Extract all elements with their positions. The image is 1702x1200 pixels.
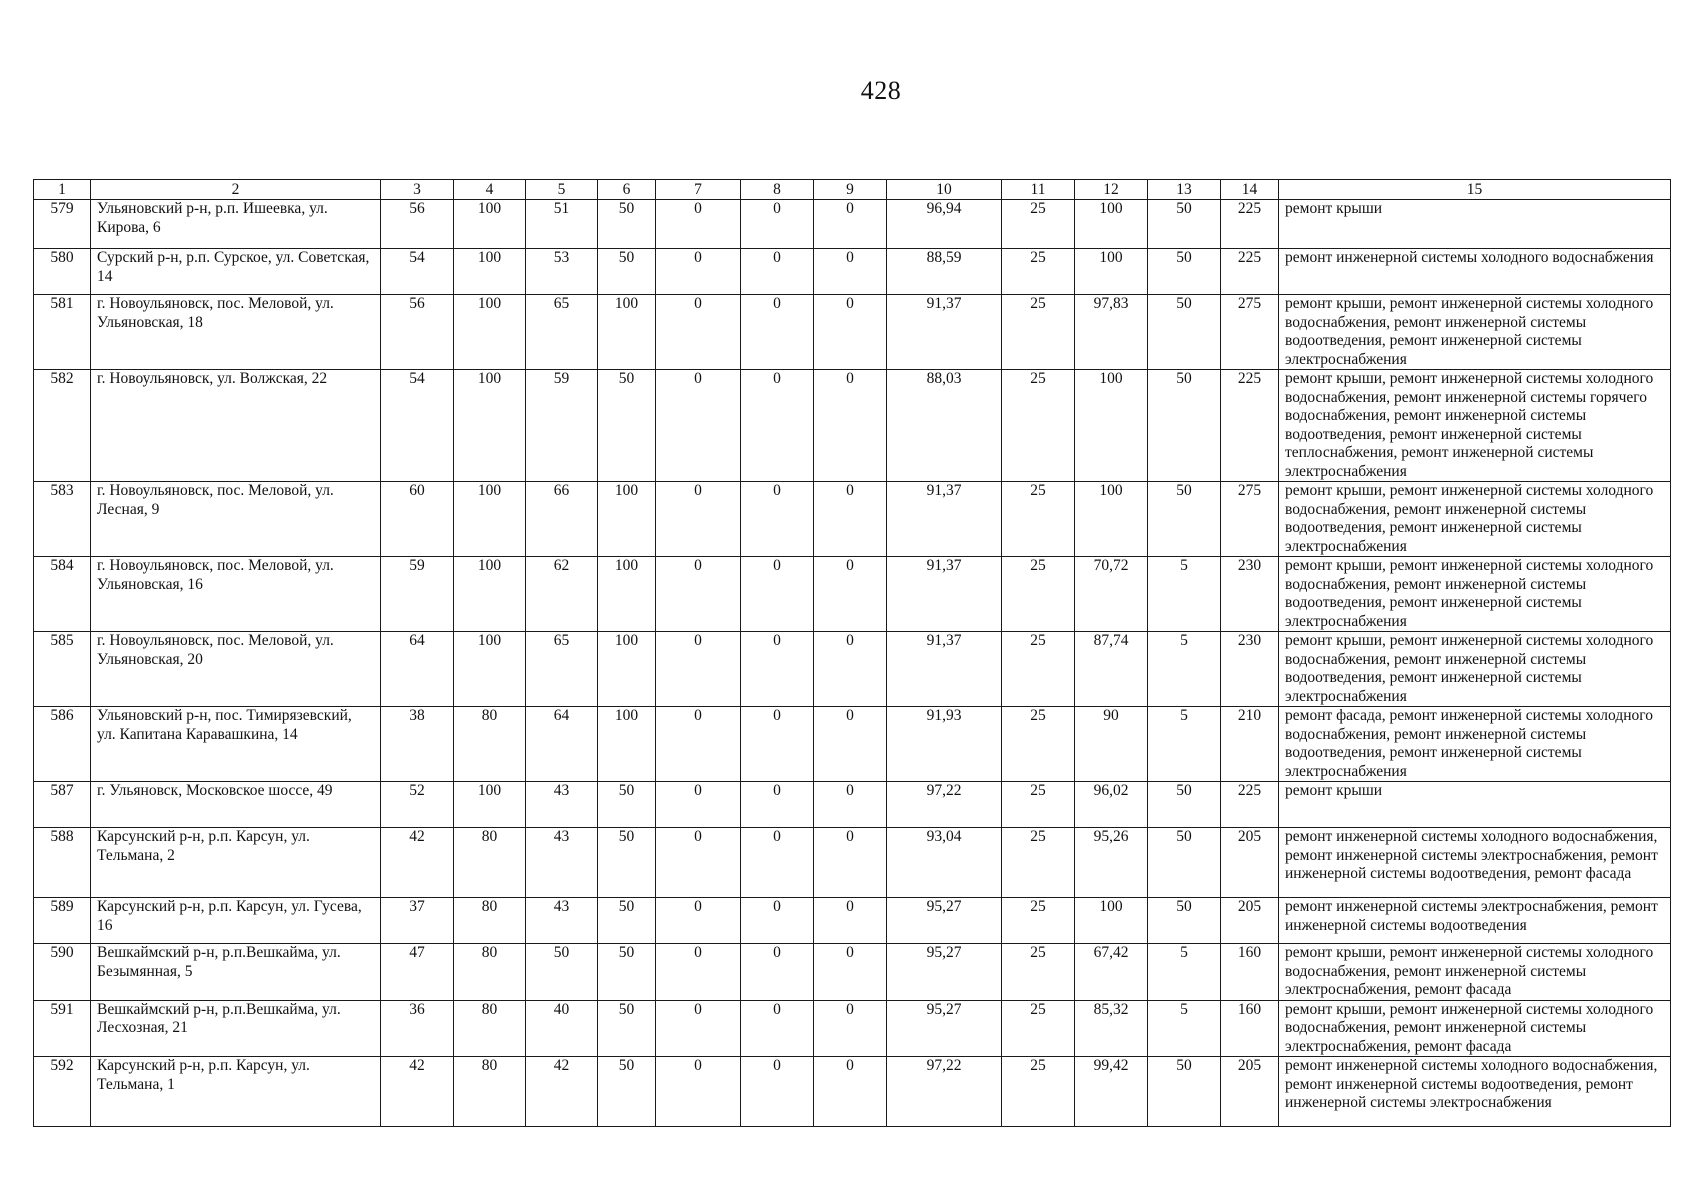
value-cell-col-13: 50: [1148, 482, 1221, 557]
address-cell: г. Новоульяновск, пос. Меловой, ул. Ульяновская, 16: [91, 557, 381, 632]
value-cell-col-9: 0: [814, 898, 887, 944]
value-cell-col-5: 50: [526, 944, 598, 1001]
row-number-cell: 591: [34, 1000, 91, 1057]
value-cell-col-8: 0: [741, 944, 814, 1001]
value-cell-col-9: 0: [814, 200, 887, 249]
value-cell-col-6: 50: [598, 898, 656, 944]
value-cell-col-9: 0: [814, 632, 887, 707]
value-cell-col-4: 80: [454, 1000, 526, 1057]
value-cell-col-14: 230: [1221, 632, 1279, 707]
value-cell-col-13: 5: [1148, 707, 1221, 782]
table-row: [34, 828, 1671, 898]
value-cell-col-4: 100: [454, 200, 526, 249]
value-cell-col-4: 80: [454, 1057, 526, 1127]
value-cell-col-10: 97,22: [887, 782, 1002, 828]
value-cell-col-7: 0: [656, 557, 741, 632]
value-cell-col-5: 40: [526, 1000, 598, 1057]
value-cell-col-7: 0: [656, 295, 741, 370]
address-cell: г. Новоульяновск, пос. Меловой, ул. Ульяновская, 20: [91, 632, 381, 707]
value-cell-col-10: 97,22: [887, 1057, 1002, 1127]
value-cell-col-11: 25: [1002, 295, 1075, 370]
value-cell-col-9: 0: [814, 944, 887, 1001]
value-cell-col-8: 0: [741, 557, 814, 632]
value-cell-col-11: 25: [1002, 828, 1075, 898]
value-cell-col-12: 100: [1075, 200, 1148, 249]
page-number: 428: [860, 76, 902, 105]
row-number-cell: 581: [34, 295, 91, 370]
value-cell-col-8: 0: [741, 370, 814, 482]
value-cell-col-3: 59: [381, 557, 454, 632]
table-row: [34, 782, 1671, 828]
row-number-cell: 589: [34, 898, 91, 944]
value-cell-col-10: 88,59: [887, 249, 1002, 295]
works-cell: ремонт крыши, ремонт инженерной системы холодного водоснабжения, ремонт инженерной системы водоотведения, ремонт инженерной системы электроснабжения: [1279, 557, 1671, 632]
row-number-cell: 583: [34, 482, 91, 557]
value-cell-col-3: 52: [381, 782, 454, 828]
value-cell-col-12: 96,02: [1075, 782, 1148, 828]
value-cell-col-10: 95,27: [887, 1000, 1002, 1057]
table-row: [34, 707, 1671, 782]
value-cell-col-6: 50: [598, 1000, 656, 1057]
works-cell: ремонт крыши, ремонт инженерной системы холодного водоснабжения, ремонт инженерной системы водоотведения, ремонт инженерной системы электроснабжения: [1279, 295, 1671, 370]
value-cell-col-11: 25: [1002, 782, 1075, 828]
value-cell-col-3: 54: [381, 370, 454, 482]
value-cell-col-14: 205: [1221, 898, 1279, 944]
value-cell-col-4: 80: [454, 898, 526, 944]
works-cell: ремонт крыши, ремонт инженерной системы холодного водоснабжения, ремонт инженерной системы электроснабжения, ремонт фасада: [1279, 944, 1671, 1001]
value-cell-col-9: 0: [814, 1000, 887, 1057]
address-cell: Карсунский р-н, р.п. Карсун, ул. Тельмана, 1: [91, 1057, 381, 1127]
value-cell-col-14: 230: [1221, 557, 1279, 632]
value-cell-col-10: 91,37: [887, 632, 1002, 707]
value-cell-col-3: 60: [381, 482, 454, 557]
value-cell-col-6: 50: [598, 828, 656, 898]
value-cell-col-12: 100: [1075, 898, 1148, 944]
value-cell-col-11: 25: [1002, 898, 1075, 944]
address-cell: г. Ульяновск, Московское шоссе, 49: [91, 782, 381, 828]
value-cell-col-4: 100: [454, 557, 526, 632]
value-cell-col-6: 100: [598, 482, 656, 557]
value-cell-col-11: 25: [1002, 249, 1075, 295]
column-header: 9: [814, 180, 887, 200]
value-cell-col-6: 50: [598, 249, 656, 295]
value-cell-col-6: 50: [598, 1057, 656, 1127]
value-cell-col-14: 225: [1221, 249, 1279, 295]
column-header: 13: [1148, 180, 1221, 200]
value-cell-col-10: 95,27: [887, 944, 1002, 1001]
address-cell: г. Новоульяновск, пос. Меловой, ул. Ульяновская, 18: [91, 295, 381, 370]
table-row: [34, 898, 1671, 944]
row-number-cell: 587: [34, 782, 91, 828]
value-cell-col-9: 0: [814, 482, 887, 557]
value-cell-col-4: 80: [454, 828, 526, 898]
table-row: [34, 1057, 1671, 1127]
value-cell-col-5: 43: [526, 898, 598, 944]
value-cell-col-14: 205: [1221, 828, 1279, 898]
column-header: 1: [34, 180, 91, 200]
works-cell: ремонт инженерной системы холодного водоснабжения, ремонт инженерной системы электроснабжения, ремонт инженерной системы водоотведения, ремонт фасада: [1279, 828, 1671, 898]
address-cell: Карсунский р-н, р.п. Карсун, ул. Гусева, 16: [91, 898, 381, 944]
value-cell-col-7: 0: [656, 707, 741, 782]
value-cell-col-12: 100: [1075, 370, 1148, 482]
value-cell-col-6: 50: [598, 944, 656, 1001]
row-number-cell: 592: [34, 1057, 91, 1127]
works-cell: ремонт инженерной системы холодного водоснабжения, ремонт инженерной системы водоотведения, ремонт инженерной системы электроснабжения: [1279, 1057, 1671, 1127]
works-cell: ремонт фасада, ремонт инженерной системы холодного водоснабжения, ремонт инженерной системы водоотведения, ремонт инженерной системы электроснабжения: [1279, 707, 1671, 782]
value-cell-col-6: 100: [598, 707, 656, 782]
value-cell-col-7: 0: [656, 1057, 741, 1127]
table-row: [34, 1000, 1671, 1057]
value-cell-col-10: 91,93: [887, 707, 1002, 782]
value-cell-col-7: 0: [656, 898, 741, 944]
address-cell: Ульяновский р-н, пос. Тимирязевский, ул. Капитана Каравашкина, 14: [91, 707, 381, 782]
address-cell: Вешкаймский р-н, р.п.Вешкайма, ул. Лесхозная, 21: [91, 1000, 381, 1057]
column-header: 4: [454, 180, 526, 200]
value-cell-col-13: 50: [1148, 1057, 1221, 1127]
value-cell-col-8: 0: [741, 295, 814, 370]
value-cell-col-6: 100: [598, 295, 656, 370]
value-cell-col-4: 100: [454, 295, 526, 370]
housing-register-table: [33, 179, 1671, 1127]
value-cell-col-13: 50: [1148, 370, 1221, 482]
value-cell-col-14: 225: [1221, 782, 1279, 828]
column-header: 2: [91, 180, 381, 200]
value-cell-col-11: 25: [1002, 632, 1075, 707]
value-cell-col-8: 0: [741, 482, 814, 557]
column-header: 12: [1075, 180, 1148, 200]
value-cell-col-9: 0: [814, 295, 887, 370]
value-cell-col-9: 0: [814, 557, 887, 632]
value-cell-col-12: 97,83: [1075, 295, 1148, 370]
value-cell-col-5: 59: [526, 370, 598, 482]
row-number-cell: 588: [34, 828, 91, 898]
value-cell-col-5: 62: [526, 557, 598, 632]
value-cell-col-5: 65: [526, 295, 598, 370]
value-cell-col-11: 25: [1002, 370, 1075, 482]
table-row: [34, 370, 1671, 482]
value-cell-col-13: 50: [1148, 898, 1221, 944]
value-cell-col-3: 54: [381, 249, 454, 295]
value-cell-col-7: 0: [656, 200, 741, 249]
value-cell-col-11: 25: [1002, 1057, 1075, 1127]
table-row: [34, 482, 1671, 557]
value-cell-col-8: 0: [741, 898, 814, 944]
value-cell-col-8: 0: [741, 782, 814, 828]
column-header: 3: [381, 180, 454, 200]
value-cell-col-13: 50: [1148, 295, 1221, 370]
address-cell: Ульяновский р-н, р.п. Ишеевка, ул. Кирова, 6: [91, 200, 381, 249]
works-cell: ремонт крыши, ремонт инженерной системы холодного водоснабжения, ремонт инженерной системы водоотведения, ремонт инженерной системы электроснабжения: [1279, 482, 1671, 557]
value-cell-col-14: 160: [1221, 944, 1279, 1001]
value-cell-col-8: 0: [741, 1000, 814, 1057]
row-number-cell: 586: [34, 707, 91, 782]
value-cell-col-11: 25: [1002, 707, 1075, 782]
value-cell-col-6: 100: [598, 557, 656, 632]
address-cell: Карсунский р-н, р.п. Карсун, ул. Тельмана, 2: [91, 828, 381, 898]
value-cell-col-3: 42: [381, 828, 454, 898]
value-cell-col-7: 0: [656, 370, 741, 482]
value-cell-col-11: 25: [1002, 1000, 1075, 1057]
value-cell-col-9: 0: [814, 707, 887, 782]
row-number-cell: 585: [34, 632, 91, 707]
value-cell-col-12: 99,42: [1075, 1057, 1148, 1127]
value-cell-col-8: 0: [741, 632, 814, 707]
value-cell-col-11: 25: [1002, 482, 1075, 557]
value-cell-col-12: 100: [1075, 249, 1148, 295]
row-number-cell: 584: [34, 557, 91, 632]
table-row: [34, 632, 1671, 707]
column-header: 14: [1221, 180, 1279, 200]
value-cell-col-10: 88,03: [887, 370, 1002, 482]
value-cell-col-5: 53: [526, 249, 598, 295]
column-header: 8: [741, 180, 814, 200]
value-cell-col-4: 80: [454, 944, 526, 1001]
table-row: [34, 944, 1671, 1001]
value-cell-col-12: 85,32: [1075, 1000, 1148, 1057]
value-cell-col-7: 0: [656, 249, 741, 295]
value-cell-col-4: 100: [454, 632, 526, 707]
value-cell-col-8: 0: [741, 1057, 814, 1127]
row-number-cell: 580: [34, 249, 91, 295]
value-cell-col-7: 0: [656, 944, 741, 1001]
value-cell-col-13: 5: [1148, 1000, 1221, 1057]
value-cell-col-13: 5: [1148, 557, 1221, 632]
value-cell-col-5: 64: [526, 707, 598, 782]
value-cell-col-14: 210: [1221, 707, 1279, 782]
column-header: 6: [598, 180, 656, 200]
works-cell: ремонт крыши, ремонт инженерной системы холодного водоснабжения, ремонт инженерной системы водоотведения, ремонт инженерной системы электроснабжения: [1279, 632, 1671, 707]
table-row: [34, 200, 1671, 249]
value-cell-col-14: 205: [1221, 1057, 1279, 1127]
value-cell-col-14: 225: [1221, 370, 1279, 482]
address-cell: г. Новоульяновск, ул. Волжская, 22: [91, 370, 381, 482]
address-cell: г. Новоульяновск, пос. Меловой, ул. Лесная, 9: [91, 482, 381, 557]
value-cell-col-13: 50: [1148, 782, 1221, 828]
value-cell-col-11: 25: [1002, 557, 1075, 632]
value-cell-col-7: 0: [656, 632, 741, 707]
value-cell-col-3: 47: [381, 944, 454, 1001]
value-cell-col-5: 43: [526, 828, 598, 898]
value-cell-col-7: 0: [656, 482, 741, 557]
works-cell: ремонт крыши: [1279, 782, 1671, 828]
row-number-cell: 582: [34, 370, 91, 482]
table-row: [34, 249, 1671, 295]
value-cell-col-12: 100: [1075, 482, 1148, 557]
value-cell-col-5: 66: [526, 482, 598, 557]
column-number-row: [34, 180, 1671, 200]
column-header: 7: [656, 180, 741, 200]
value-cell-col-3: 37: [381, 898, 454, 944]
value-cell-col-9: 0: [814, 1057, 887, 1127]
value-cell-col-11: 25: [1002, 200, 1075, 249]
value-cell-col-5: 43: [526, 782, 598, 828]
value-cell-col-14: 275: [1221, 295, 1279, 370]
value-cell-col-8: 0: [741, 200, 814, 249]
column-header: 15: [1279, 180, 1671, 200]
works-cell: ремонт инженерной системы электроснабжения, ремонт инженерной системы водоотведения: [1279, 898, 1671, 944]
value-cell-col-13: 50: [1148, 249, 1221, 295]
value-cell-col-10: 91,37: [887, 482, 1002, 557]
value-cell-col-9: 0: [814, 370, 887, 482]
works-cell: ремонт инженерной системы холодного водоснабжения: [1279, 249, 1671, 295]
value-cell-col-12: 90: [1075, 707, 1148, 782]
works-cell: ремонт крыши, ремонт инженерной системы холодного водоснабжения, ремонт инженерной системы горячего водоснабжения, ремонт инженерной системы водоотведения, ремонт инженерной системы теплоснабжения, ремонт инженерной системы электроснабжения: [1279, 370, 1671, 482]
value-cell-col-6: 50: [598, 782, 656, 828]
value-cell-col-12: 87,74: [1075, 632, 1148, 707]
value-cell-col-6: 50: [598, 200, 656, 249]
column-header: 10: [887, 180, 1002, 200]
table-body: [34, 200, 1671, 1127]
value-cell-col-9: 0: [814, 249, 887, 295]
value-cell-col-5: 51: [526, 200, 598, 249]
value-cell-col-10: 96,94: [887, 200, 1002, 249]
value-cell-col-13: 50: [1148, 828, 1221, 898]
value-cell-col-3: 36: [381, 1000, 454, 1057]
value-cell-col-7: 0: [656, 1000, 741, 1057]
value-cell-col-13: 50: [1148, 200, 1221, 249]
value-cell-col-4: 100: [454, 782, 526, 828]
value-cell-col-8: 0: [741, 249, 814, 295]
value-cell-col-5: 42: [526, 1057, 598, 1127]
value-cell-col-3: 56: [381, 295, 454, 370]
row-number-cell: 590: [34, 944, 91, 1001]
value-cell-col-7: 0: [656, 828, 741, 898]
value-cell-col-12: 95,26: [1075, 828, 1148, 898]
value-cell-col-9: 0: [814, 828, 887, 898]
value-cell-col-12: 70,72: [1075, 557, 1148, 632]
table-row: [34, 295, 1671, 370]
row-number-cell: 579: [34, 200, 91, 249]
value-cell-col-3: 42: [381, 1057, 454, 1127]
value-cell-col-3: 38: [381, 707, 454, 782]
value-cell-col-6: 100: [598, 632, 656, 707]
value-cell-col-7: 0: [656, 782, 741, 828]
value-cell-col-10: 91,37: [887, 557, 1002, 632]
value-cell-col-5: 65: [526, 632, 598, 707]
works-cell: ремонт крыши: [1279, 200, 1671, 249]
table-row: [34, 557, 1671, 632]
value-cell-col-8: 0: [741, 828, 814, 898]
value-cell-col-13: 5: [1148, 944, 1221, 1001]
value-cell-col-14: 275: [1221, 482, 1279, 557]
value-cell-col-10: 93,04: [887, 828, 1002, 898]
value-cell-col-9: 0: [814, 782, 887, 828]
works-cell: ремонт крыши, ремонт инженерной системы холодного водоснабжения, ремонт инженерной системы электроснабжения, ремонт фасада: [1279, 1000, 1671, 1057]
value-cell-col-14: 225: [1221, 200, 1279, 249]
value-cell-col-4: 80: [454, 707, 526, 782]
value-cell-col-3: 56: [381, 200, 454, 249]
column-header: 5: [526, 180, 598, 200]
value-cell-col-4: 100: [454, 482, 526, 557]
value-cell-col-8: 0: [741, 707, 814, 782]
value-cell-col-3: 64: [381, 632, 454, 707]
address-cell: Сурский р-н, р.п. Сурское, ул. Советская, 14: [91, 249, 381, 295]
value-cell-col-4: 100: [454, 249, 526, 295]
column-header: 11: [1002, 180, 1075, 200]
value-cell-col-10: 95,27: [887, 898, 1002, 944]
value-cell-col-14: 160: [1221, 1000, 1279, 1057]
value-cell-col-4: 100: [454, 370, 526, 482]
value-cell-col-12: 67,42: [1075, 944, 1148, 1001]
value-cell-col-13: 5: [1148, 632, 1221, 707]
value-cell-col-11: 25: [1002, 944, 1075, 1001]
value-cell-col-6: 50: [598, 370, 656, 482]
address-cell: Вешкаймский р-н, р.п.Вешкайма, ул. Безымянная, 5: [91, 944, 381, 1001]
value-cell-col-10: 91,37: [887, 295, 1002, 370]
